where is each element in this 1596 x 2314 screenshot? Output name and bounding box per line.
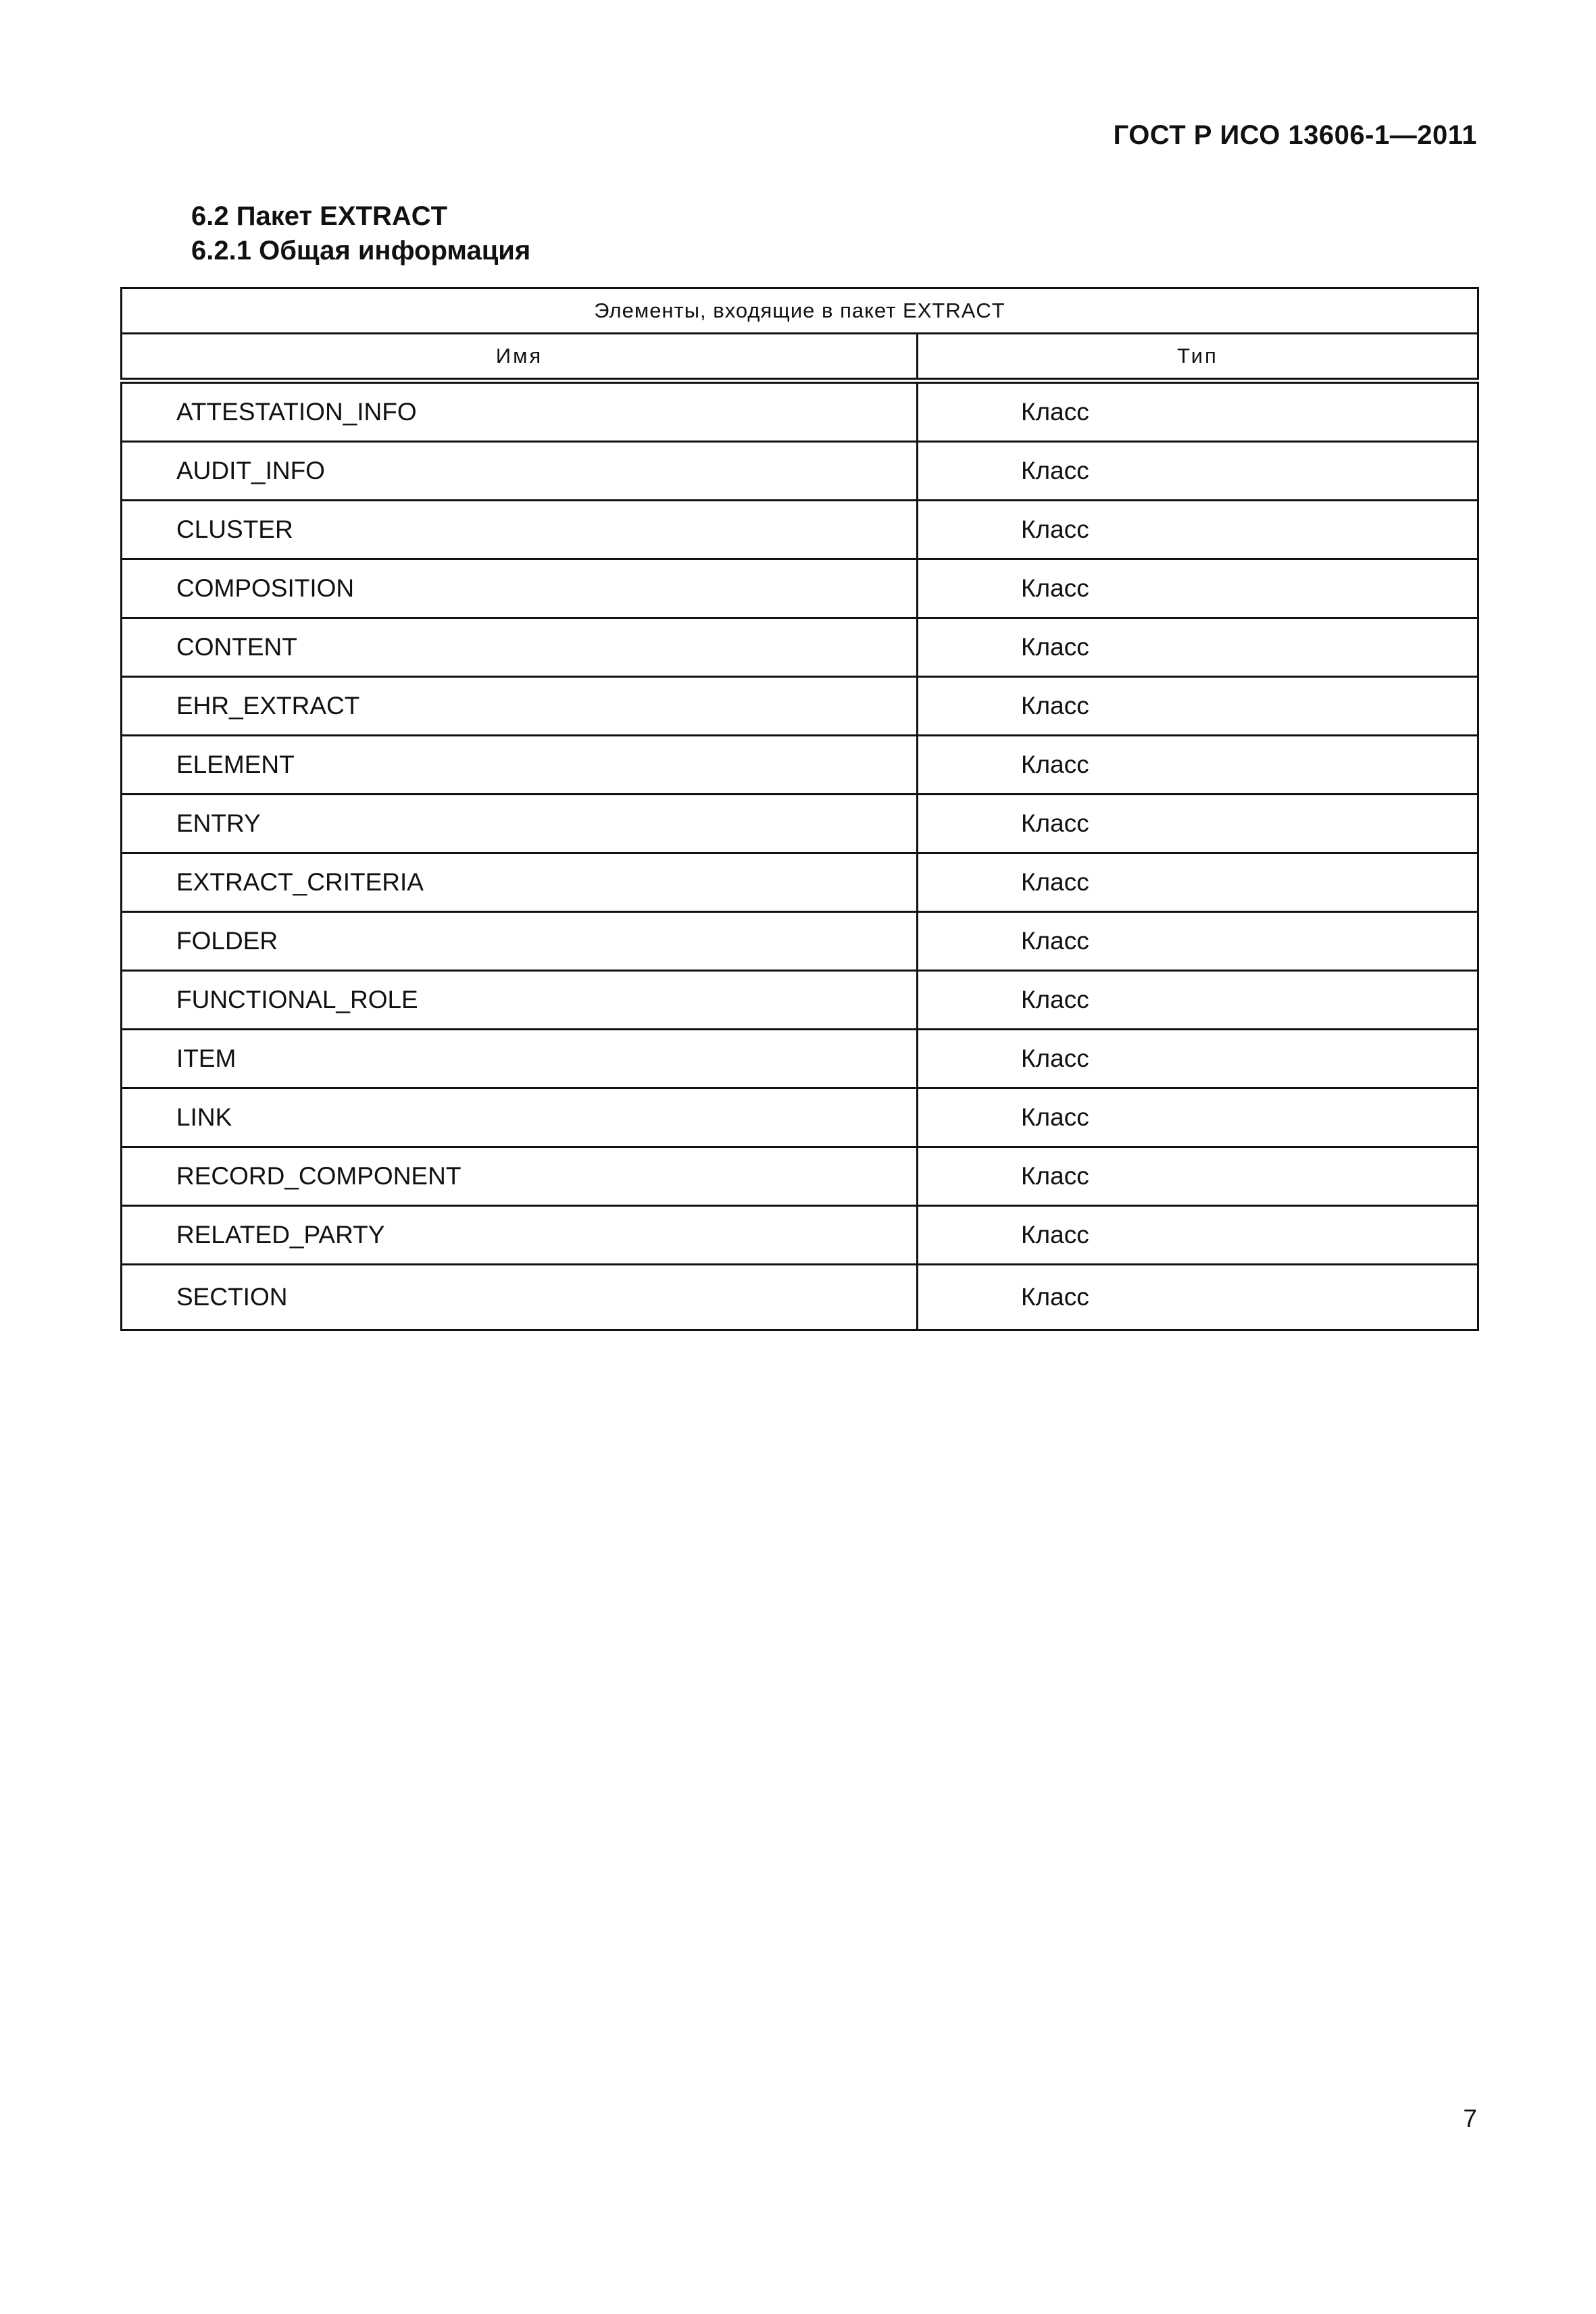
element-name: AUDIT_INFO xyxy=(122,442,918,501)
table-row xyxy=(122,559,1478,618)
element-name: RELATED_PARTY xyxy=(122,1206,918,1265)
element-name: ITEM xyxy=(122,1030,918,1088)
elements-table xyxy=(120,287,1479,1331)
table-row xyxy=(122,853,1478,912)
element-name: SECTION xyxy=(122,1265,918,1330)
element-name: ELEMENT xyxy=(122,736,918,795)
table-row xyxy=(122,1088,1478,1147)
table-row xyxy=(122,1265,1478,1330)
element-type: Класс xyxy=(918,1030,1478,1088)
element-type: Класс xyxy=(918,853,1478,912)
document-code: ГОСТ Р ИСО 13606-1—2011 xyxy=(1113,120,1477,150)
table-row xyxy=(122,442,1478,501)
table-row xyxy=(122,795,1478,853)
table-row xyxy=(122,736,1478,795)
element-type: Класс xyxy=(918,559,1478,618)
column-header-name: Имя xyxy=(122,334,918,381)
page-number: 7 xyxy=(1463,2105,1477,2132)
element-name: ATTESTATION_INFO xyxy=(122,381,918,442)
table-row xyxy=(122,501,1478,559)
element-name: FOLDER xyxy=(122,912,918,971)
element-name: RECORD_COMPONENT xyxy=(122,1147,918,1206)
table-row xyxy=(122,1030,1478,1088)
element-name: EHR_EXTRACT xyxy=(122,677,918,736)
element-type: Класс xyxy=(918,1206,1478,1265)
column-header-type: Тип xyxy=(918,334,1478,381)
element-name: EXTRACT_CRITERIA xyxy=(122,853,918,912)
element-type: Класс xyxy=(918,381,1478,442)
table-row xyxy=(122,912,1478,971)
table-caption: Элементы, входящие в пакет EXTRACT xyxy=(122,288,1478,334)
element-name: CLUSTER xyxy=(122,501,918,559)
element-type: Класс xyxy=(918,912,1478,971)
element-name: ENTRY xyxy=(122,795,918,853)
table-row xyxy=(122,618,1478,677)
element-type: Класс xyxy=(918,1265,1478,1330)
element-type: Класс xyxy=(918,1088,1478,1147)
table-row xyxy=(122,971,1478,1030)
element-type: Класс xyxy=(918,736,1478,795)
table-row xyxy=(122,1206,1478,1265)
section-heading: 6.2 Пакет EXTRACT xyxy=(191,201,448,231)
element-type: Класс xyxy=(918,501,1478,559)
element-name: CONTENT xyxy=(122,618,918,677)
element-name: COMPOSITION xyxy=(122,559,918,618)
element-name: FUNCTIONAL_ROLE xyxy=(122,971,918,1030)
element-type: Класс xyxy=(918,618,1478,677)
element-type: Класс xyxy=(918,795,1478,853)
element-type: Класс xyxy=(918,1147,1478,1206)
element-name: LINK xyxy=(122,1088,918,1147)
table-caption-row xyxy=(122,288,1478,334)
subsection-heading: 6.2.1 Общая информация xyxy=(191,236,531,266)
table-row xyxy=(122,1147,1478,1206)
table-row xyxy=(122,381,1478,442)
element-type: Класс xyxy=(918,677,1478,736)
table-header-row xyxy=(122,334,1478,381)
element-type: Класс xyxy=(918,971,1478,1030)
table-row xyxy=(122,677,1478,736)
element-type: Класс xyxy=(918,442,1478,501)
